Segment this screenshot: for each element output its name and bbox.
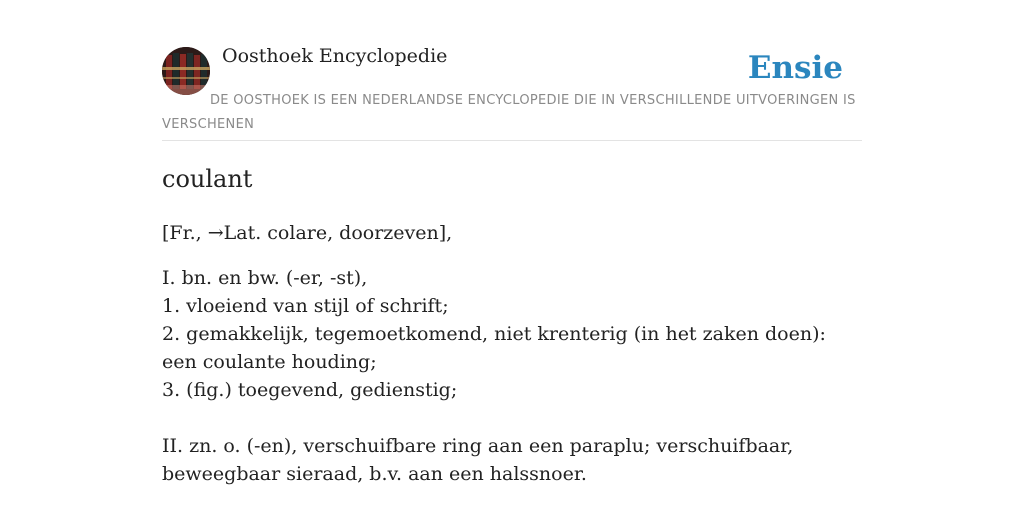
page-container xyxy=(162,44,862,485)
paragraph-gap xyxy=(162,404,852,432)
ensie-brand-link[interactable]: Ensie xyxy=(747,50,843,86)
sense-2: II. zn. o. (-en), verschuifbare ring aan een paraplu; verschuifbaar, beweegbaar sieraad, b.v. aan een halssnoer. xyxy=(162,435,794,485)
sense-1-item: 2. gemakkelijk, tegemoetkomend, niet krenterig (in het zaken doen): een coulante houding; xyxy=(162,323,826,373)
encyclopedia-books-avatar-icon[interactable] xyxy=(162,47,210,95)
site-title[interactable]: Oosthoek Encyclopedie xyxy=(222,45,448,67)
sense-1-item: 1. vloeiend van stijl of schrift; xyxy=(162,295,449,317)
sense-1-heading: I. bn. en bw. (-er, -st), xyxy=(162,267,368,289)
site-header xyxy=(162,44,862,141)
entry-definitions xyxy=(162,264,852,488)
entry-etymology: [Fr., →Lat. colare, doorzeven], xyxy=(162,222,453,244)
entry-term: coulant xyxy=(162,165,253,193)
site-tagline: DE OOSTHOEK IS EEN NEDERLANDSE ENCYCLOPEDIE DIE IN VERSCHILLENDE UITVOERINGEN IS VERSCHENEN xyxy=(162,93,856,132)
sense-1-item: 3. (fig.) toegevend, gedienstig; xyxy=(162,379,458,401)
